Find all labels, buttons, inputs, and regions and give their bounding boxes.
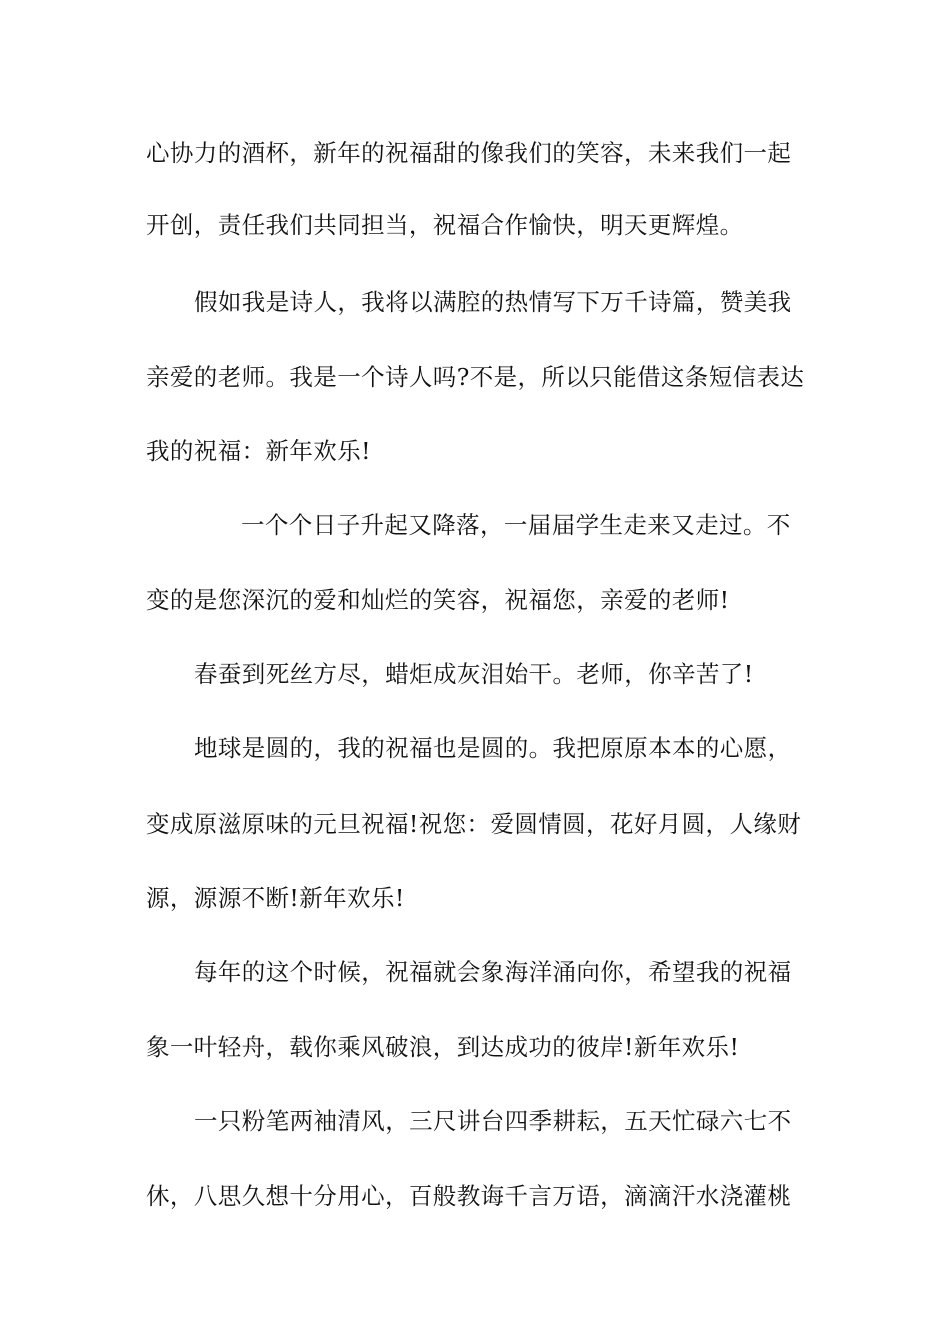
paragraph-start-line: 假如我是诗人，我将以满腔的热情写下万千诗篇，赞美我	[194, 288, 792, 316]
paragraph-start-line: 一个个日子升起又降落，一届届学生走来又走过。不	[241, 511, 791, 539]
text-line: 变成原滋原味的元旦祝福!祝您：爱圆情圆，花好月圆，人缘财	[146, 810, 802, 838]
text-line: 象一叶轻舟，载你乘风破浪，到达成功的彼岸!新年欢乐!	[146, 1033, 740, 1061]
paragraph-start-line: 地球是圆的，我的祝福也是圆的。我把原原本本的心愿，	[194, 734, 792, 762]
paragraph-start-line: 一只粉笔两袖清风，三尺讲台四季耕耘，五天忙碌六七不	[194, 1107, 792, 1135]
text-line: 我的祝福：新年欢乐!	[146, 437, 371, 465]
text-line: 亲爱的老师。我是一个诗人吗?不是，所以只能借这条短信表达	[146, 363, 805, 391]
paragraph-start-line: 春蚕到死丝方尽，蜡炬成灰泪始干。老师，你辛苦了!	[194, 660, 754, 688]
text-line: 开创，责任我们共同担当，祝福合作愉快，明天更辉煌。	[146, 211, 744, 239]
paragraph-start-line: 每年的这个时候，祝福就会象海洋涌向你，希望我的祝福	[194, 958, 792, 986]
text-line: 变的是您深沉的爱和灿烂的笑容，祝福您，亲爱的老师!	[146, 586, 730, 614]
text-line: 心协力的酒杯，新年的祝福甜的像我们的笑容，未来我们一起	[146, 139, 792, 167]
text-line: 源，源源不断!新年欢乐!	[146, 884, 405, 912]
text-line: 休，八思久想十分用心，百般教诲千言万语，滴滴汗水浇灌桃	[146, 1182, 792, 1210]
